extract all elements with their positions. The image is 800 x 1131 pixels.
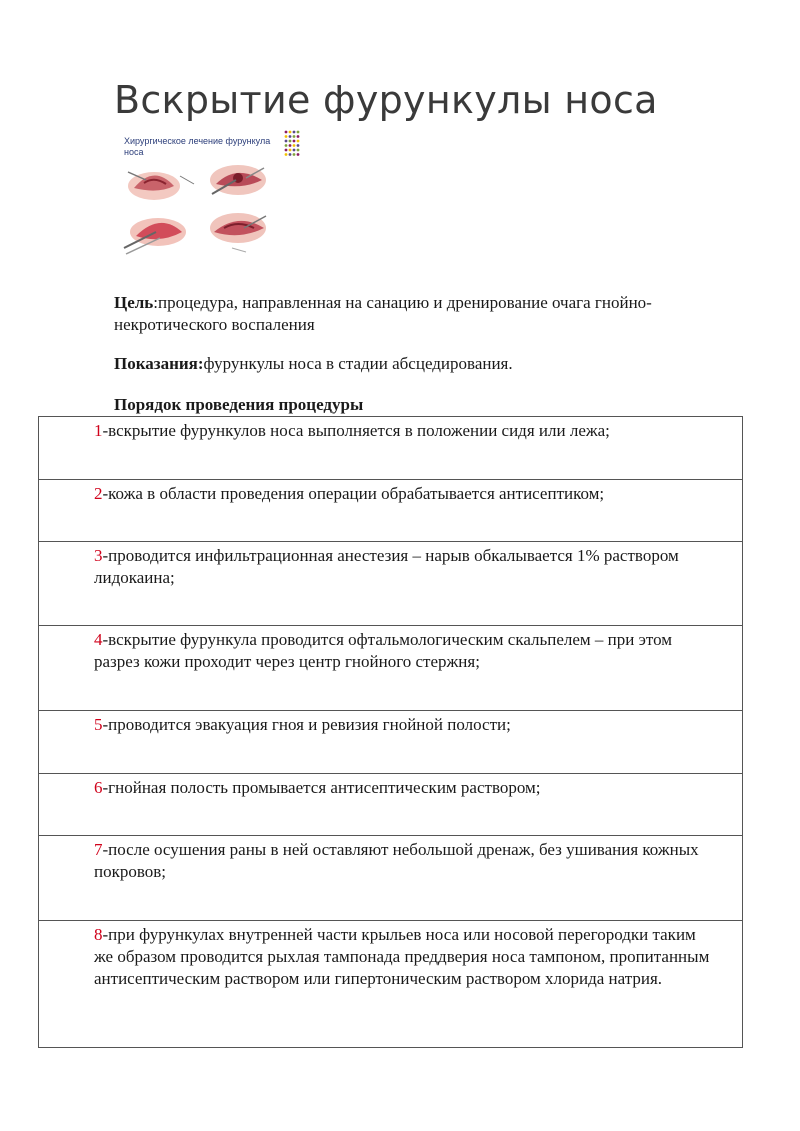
step-text: -проводится эвакуация гноя и ревизия гнойной полости; [102,715,511,734]
table-row [39,921,743,1048]
table-row [39,417,743,480]
goal-paragraph [114,292,724,336]
surgery-step-drawing-4 [210,213,266,252]
figure-caption: Хирургическое лечение фурункула носа [124,136,271,157]
step-cell [39,774,743,836]
surgery-illustration [116,128,306,260]
surgery-step-drawing-3 [124,218,186,254]
step-cell [39,921,743,1048]
step-text: -при фурункулах внутренней части крыльев носа или носовой перегородки таким же образом проводится рыхлая тампонада преддверия носа тампоном, пропитанным антисептическим раствором или гипертоническим раствором хлорида натрия. [94,925,710,988]
step-number: 1 [94,421,103,440]
step-number: 7 [94,840,103,859]
table-row [39,774,743,836]
step-cell [39,480,743,542]
step-number: 6 [94,778,103,797]
step-text: -кожа в области проведения операции обрабатывается антисептиком; [102,484,605,503]
step-text: -гнойная полость промывается антисептическим раствором; [102,778,541,797]
table-row [39,626,743,711]
step-number: 5 [94,715,103,734]
step-number: 8 [94,925,103,944]
step-number: 3 [94,546,103,565]
surgery-drawings [116,128,306,260]
goal-text: :процедура, направленная на санацию и дренирование очага гнойно-некротического воспаления [114,293,652,334]
step-number: 2 [94,484,103,503]
order-heading: Порядок проведения процедуры [114,395,364,414]
table-row [39,480,743,542]
table-row [39,542,743,626]
step-text: -вскрытие фурункула проводится офтальмологическим скальпелем – при этом разрез кожи проходит через центр гнойного стержня; [94,630,673,671]
indications-text: фурункулы носа в стадии абсцедирования. [203,354,513,373]
goal-label: Цель [114,293,154,312]
table-row [39,836,743,921]
step-cell [39,836,743,921]
indications-label: Показания: [114,354,204,373]
indications-paragraph [114,353,724,375]
table-row [39,711,743,774]
step-cell [39,417,743,480]
step-cell [39,542,743,626]
step-text: -проводится инфильтрационная анестезия – нарыв обкалывается 1% раствором лидокаина; [94,546,679,587]
step-number: 4 [94,630,103,649]
procedure-steps-table [38,416,743,1048]
step-text: -после осушения раны в ней оставляют небольшой дренаж, без ушивания кожных покровов; [94,840,699,881]
step-cell [39,711,743,774]
surgery-step-drawing-1 [128,172,194,200]
step-text: -вскрытие фурункулов носа выполняется в положении сидя или лежа; [102,421,610,440]
step-cell [39,626,743,711]
surgery-step-drawing-2 [210,165,266,195]
page-title: Вскрытие фурункулы носа [114,78,658,122]
